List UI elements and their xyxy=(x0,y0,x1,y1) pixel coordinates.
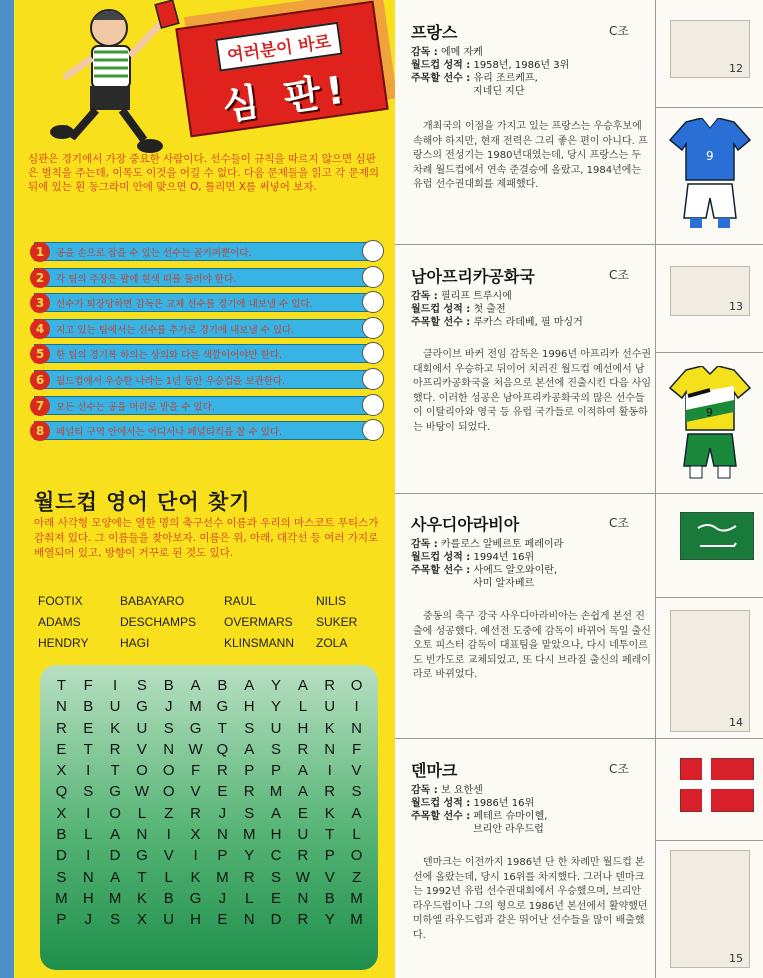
grid-letter[interactable]: J xyxy=(218,804,227,822)
sticker-slot[interactable] xyxy=(670,20,750,78)
grid-letter[interactable]: U xyxy=(324,698,336,716)
banner xyxy=(175,1,388,138)
sticker-column xyxy=(655,0,763,978)
quiz-text: 한 팀의 경기복 하의는 상의와 다른 색깔이어야만 한다. xyxy=(56,350,283,362)
banner-subtitle: 여러분이 바로 xyxy=(215,22,343,72)
quiz-text: 월드컵에서 우승한 나라는 1년 동안 우승컵을 보관한다. xyxy=(56,375,286,387)
grid-letter[interactable]: S xyxy=(83,783,94,801)
wordsearch-intro: 아래 사각형 모양에는 열한 명의 축구선수 이름과 우리의 마스코트 푸티스가 감춰져 있다. 그 이름들을 찾아보자. 이름은 위, 아래, 대각선 등 여러 가지로 배열되어 있고, 방향이 거꾸로 된 것도 있다. xyxy=(34,517,379,559)
grid-letter[interactable]: P xyxy=(324,847,335,865)
country-france xyxy=(395,20,655,245)
answer-circle[interactable] xyxy=(362,368,384,390)
grid-letter[interactable]: B xyxy=(56,826,67,844)
quiz-number: 5 xyxy=(30,344,50,364)
quiz-text: 모든 선수는 공을 머리로 받을 수 있다. xyxy=(56,401,215,413)
answer-circle[interactable] xyxy=(362,419,384,441)
grid-letter[interactable]: T xyxy=(83,740,93,758)
word-item: HENDRY xyxy=(38,636,89,650)
grid-letter[interactable]: L xyxy=(84,826,93,844)
word-item: KLINSMANN xyxy=(224,636,295,650)
grid-letter[interactable]: I xyxy=(166,826,171,844)
grid-letter[interactable]: N xyxy=(163,740,175,758)
grid-letter[interactable]: T xyxy=(137,868,147,886)
grid-letter[interactable]: S xyxy=(110,911,121,929)
grid-letter[interactable]: D xyxy=(109,847,121,865)
word-item: SUKER xyxy=(316,615,358,629)
grid-letter[interactable]: P xyxy=(56,911,67,929)
grid-letter[interactable]: M xyxy=(350,889,363,907)
grid-letter[interactable]: S xyxy=(271,740,282,758)
grid-letter[interactable]: O xyxy=(136,762,148,780)
players-value: 사에드 알오와이란, xyxy=(473,565,558,576)
grid-letter[interactable]: L xyxy=(245,889,254,907)
grid-row xyxy=(48,760,370,781)
grid-letter[interactable]: K xyxy=(324,804,335,822)
quiz-list xyxy=(28,240,386,445)
word-item: DESCHAMPS xyxy=(120,615,197,629)
quiz-item xyxy=(28,394,386,418)
denmark-flag-icon xyxy=(680,758,754,812)
grid-letter[interactable]: A xyxy=(110,826,121,844)
grid-letter[interactable]: U xyxy=(270,719,282,737)
grid-letter[interactable]: E xyxy=(297,804,308,822)
divider xyxy=(656,597,763,598)
svg-text:9: 9 xyxy=(706,406,713,419)
grid-letter[interactable]: A xyxy=(297,783,308,801)
grid-letter[interactable]: S xyxy=(271,868,282,886)
grid-letter[interactable]: X xyxy=(56,804,67,822)
grid-letter[interactable]: L xyxy=(298,698,308,716)
grid-letter[interactable]: U xyxy=(109,698,121,716)
grid-letter[interactable]: H xyxy=(297,719,309,737)
grid-letter[interactable]: W xyxy=(134,783,149,801)
quiz-item xyxy=(28,266,386,290)
coach-label: 감독 : xyxy=(411,47,438,58)
grid-row xyxy=(48,739,370,760)
coach-value: 에메 자케 xyxy=(441,47,483,58)
grid-letter[interactable]: H xyxy=(270,826,282,844)
grid-letter[interactable]: L xyxy=(352,826,361,844)
grid-letter[interactable]: I xyxy=(86,804,91,822)
grid-row xyxy=(48,781,370,802)
grid-letter[interactable]: S xyxy=(56,868,67,886)
grid-row xyxy=(48,888,370,909)
grid-letter[interactable]: N xyxy=(243,911,255,929)
svg-text:9: 9 xyxy=(706,149,714,163)
grid-letter[interactable]: U xyxy=(163,911,175,929)
france-kit-icon xyxy=(668,118,752,230)
grid-row xyxy=(48,824,370,845)
grid-letter[interactable]: A xyxy=(110,868,121,886)
grid-row xyxy=(48,867,370,888)
country-south-africa xyxy=(395,264,655,494)
country-info xyxy=(411,538,651,590)
grid-letter[interactable]: V xyxy=(163,847,174,865)
players-label: 주목할 선수 : xyxy=(411,811,471,822)
wordsearch-board xyxy=(40,665,378,970)
word-item: HAGI xyxy=(120,636,150,650)
quiz-text: 지고 있는 팀에서는 선수를 추가로 경기에 내보낼 수 있다. xyxy=(56,324,295,336)
grid-letter[interactable]: R xyxy=(324,677,336,694)
grid-letter[interactable]: E xyxy=(56,740,67,758)
grid-letter[interactable]: Z xyxy=(164,804,174,822)
sticker-number: 12 xyxy=(729,62,743,75)
divider xyxy=(656,244,763,245)
grid-letter[interactable]: R xyxy=(297,847,309,865)
grid-letter[interactable]: V xyxy=(351,762,362,780)
grid-row xyxy=(48,718,370,739)
grid-letter[interactable]: G xyxy=(216,698,229,716)
grid-letter[interactable]: S xyxy=(136,677,147,694)
divider xyxy=(656,493,763,494)
grid-letter[interactable]: A xyxy=(297,677,308,694)
grid-letter[interactable]: C xyxy=(270,847,282,865)
answer-circle[interactable] xyxy=(362,342,384,364)
players-value: 페테르 슈마이헬, xyxy=(473,811,548,822)
grid-letter[interactable]: M xyxy=(55,889,68,907)
grid-letter[interactable]: Q xyxy=(55,783,68,801)
sticker-number: 15 xyxy=(729,952,743,965)
country-description: 덴마크는 이전까지 1986년 단 한 차례만 월드컵 본선에 올랐는데, 당시 16위를 차지했다. 그러나 덴마크는 1992년 유럽 선수권대회에서 우승했으며, 브리안 라우드럽이나 그의 형으로 1986년 본선에서 활약했던 미하엘 라우드럽과 같은 뛰어난 선수들을 많이 배출했다. xyxy=(413,857,648,941)
country-info xyxy=(411,784,651,836)
record-value: 첫 출전 xyxy=(473,304,506,315)
grid-letter[interactable]: K xyxy=(110,719,121,737)
country-description: 개최국의 이점을 가지고 있는 프랑스는 우승후보에 속해야 하지만, 현재 전력은 그리 좋은 편이 아니다. 프랑스의 전성기는 1980년대였는데, 당시 프랑스는 두 차례 월드컵에서 연속 준결승에 올랐고, 1984년에는 유럽 선수권대회를 제패했다. xyxy=(413,121,648,190)
record-label: 월드컵 성적 : xyxy=(411,60,471,71)
answer-circle[interactable] xyxy=(362,240,384,262)
country-group: C조 xyxy=(609,762,629,776)
grid-letter[interactable]: B xyxy=(163,677,174,694)
grid-row xyxy=(48,845,370,866)
grid-letter[interactable]: I xyxy=(86,762,91,780)
grid-letter[interactable]: I xyxy=(354,698,359,716)
word-item: FOOTIX xyxy=(38,594,83,608)
answer-circle[interactable] xyxy=(362,291,384,313)
coach-label: 감독 : xyxy=(411,785,438,796)
grid-letter[interactable]: B xyxy=(217,677,228,694)
south-africa-kit-icon xyxy=(668,366,752,482)
grid-letter[interactable]: I xyxy=(86,847,91,865)
grid-letter[interactable]: O xyxy=(162,762,175,780)
quiz-number: 2 xyxy=(30,268,50,288)
grid-letter[interactable]: R xyxy=(190,804,201,822)
grid-letter[interactable]: W xyxy=(295,868,310,886)
grid-letter[interactable]: V xyxy=(136,740,147,758)
grid-letter[interactable]: K xyxy=(136,889,147,907)
answer-circle[interactable] xyxy=(362,317,384,339)
sticker-slot[interactable] xyxy=(670,850,750,968)
grid-letter[interactable]: E xyxy=(271,889,282,907)
grid-letter[interactable]: X xyxy=(136,911,147,929)
grid-letter[interactable]: O xyxy=(109,804,121,822)
answer-circle[interactable] xyxy=(362,266,384,288)
grid-letter[interactable]: L xyxy=(164,868,173,886)
grid-letter[interactable]: G xyxy=(136,847,148,865)
word-item: RAUL xyxy=(224,594,257,608)
grid-letter[interactable]: O xyxy=(350,847,363,865)
quiz-text: 각 팀의 주장은 팔에 흰색 띠를 둘러야 한다. xyxy=(56,273,237,285)
grid-letter[interactable]: A xyxy=(244,740,255,758)
grid-letter[interactable]: W xyxy=(188,740,203,758)
grid-letter[interactable]: V xyxy=(324,868,335,886)
word-item: NILIS xyxy=(316,594,347,608)
grid-letter[interactable]: N xyxy=(136,826,148,844)
grid-letter[interactable]: U xyxy=(297,826,309,844)
wordsearch-title: 월드컵 영어 단어 찾기 xyxy=(34,490,251,514)
country-description: 중동의 축구 강국 사우디아라비아는 손쉽게 본선 진출에 성공했다. 예선전 도중에 감독이 바뀌어 독일 출신 오토 피스터 감독이 대표팀을 맡았으나, 다시 네투이르도 빈가도로 교체되었고, 또 다시 브라질 출신의 페레이라로 바뀌었다. xyxy=(413,611,651,680)
grid-letter[interactable]: F xyxy=(351,740,362,758)
grid-letter[interactable]: M xyxy=(350,911,363,929)
grid-letter[interactable]: R xyxy=(297,911,309,929)
grid-letter[interactable]: T xyxy=(110,762,120,780)
divider xyxy=(656,840,763,841)
right-panel xyxy=(395,0,763,978)
grid-letter[interactable]: N xyxy=(82,868,94,886)
grid-letter[interactable]: Z xyxy=(351,868,362,886)
players-label: 주목할 선수 : xyxy=(411,73,471,84)
grid-letter[interactable]: X xyxy=(190,826,201,844)
quiz-intro: 심판은 경기에서 가장 중요한 사람이다. 선수들이 규칙을 따르지 않으면 심판은 벌칙을 주는데, 이목도 이것을 어길 수 없다. 다음 문제들을 읽고 각 문제의 뒤에 있는 흰 동그라미 안에 맞으면 O, 틀리면 X를 써넣어 보자. xyxy=(28,153,380,193)
grid-letter[interactable]: O xyxy=(350,677,363,694)
grid-letter[interactable]: R xyxy=(109,740,121,758)
grid-letter[interactable]: F xyxy=(190,762,201,780)
players-value-2: 브리안 라우드럽 xyxy=(473,824,544,835)
sticker-number: 13 xyxy=(729,300,743,313)
record-label: 월드컵 성적 : xyxy=(411,304,471,315)
quiz-item xyxy=(28,368,386,392)
grid-letter[interactable]: J xyxy=(84,911,92,929)
country-name: 남아프리카공화국 xyxy=(411,267,535,286)
grid-letter[interactable]: N xyxy=(351,719,362,737)
grid-letter[interactable]: N xyxy=(55,698,67,716)
grid-letter[interactable]: F xyxy=(83,677,93,694)
referee-header xyxy=(14,0,395,160)
country-saudi-arabia xyxy=(395,512,655,737)
country-group: C조 xyxy=(609,516,629,530)
grid-letter[interactable]: R xyxy=(55,719,67,737)
divider xyxy=(656,107,763,108)
banner-title: 심 판! xyxy=(219,67,353,129)
grid-letter[interactable]: H xyxy=(82,889,94,907)
country-name: 덴마크 xyxy=(411,761,458,780)
grid-letter[interactable]: V xyxy=(190,783,201,801)
grid-letter[interactable]: N xyxy=(324,740,336,758)
divider xyxy=(395,244,655,245)
grid-letter[interactable]: E xyxy=(83,719,94,737)
country-description: 클라이브 바커 전임 감독은 1996년 아프리카 선수권대회에서 우승하고 뒤이어 치러진 월드컵 예선에서 남아프리카공화국을 처음으로 본선에 진출시킨 다음 사임했다. 이러한 성공은 남아프리카공화국의 많은 선수들이 이탈리아와 영국 등 유럽 국가들로 이적하여 활동하는 바탕이 되었다. xyxy=(413,349,652,433)
grid-letter[interactable]: M xyxy=(216,868,229,886)
grid-letter[interactable]: H xyxy=(243,698,255,716)
players-value: 루카스 라데베, 필 마싱거 xyxy=(473,317,583,328)
grid-letter[interactable]: K xyxy=(324,719,335,737)
grid-letter[interactable]: R xyxy=(243,783,255,801)
grid-letter[interactable]: G xyxy=(189,719,202,737)
grid-letter[interactable]: A xyxy=(244,677,255,694)
grid-letter[interactable]: A xyxy=(297,762,308,780)
word-item: BABAYARO xyxy=(120,594,185,608)
sticker-slot[interactable] xyxy=(670,610,750,732)
grid-row xyxy=(48,675,370,696)
grid-letter[interactable]: G xyxy=(136,698,148,716)
letter-grid xyxy=(48,675,370,931)
answer-circle[interactable] xyxy=(362,394,384,416)
grid-letter[interactable]: H xyxy=(190,911,201,929)
country-name: 사우디아라비아 xyxy=(411,515,520,534)
grid-letter[interactable]: X xyxy=(56,762,67,780)
grid-letter[interactable]: P xyxy=(244,762,255,780)
country-group: C조 xyxy=(609,24,629,38)
grid-letter[interactable]: I xyxy=(327,762,332,780)
divider xyxy=(395,493,655,494)
grid-letter[interactable]: A xyxy=(271,804,282,822)
quiz-number: 4 xyxy=(30,319,50,339)
grid-letter[interactable]: L xyxy=(137,804,147,822)
grid-letter[interactable]: O xyxy=(162,783,175,801)
grid-letter[interactable]: S xyxy=(351,783,362,801)
grid-letter[interactable]: J xyxy=(164,698,173,716)
grid-letter[interactable]: M xyxy=(269,783,283,801)
word-item: OVERMARS xyxy=(224,615,293,629)
quiz-text: 페널티 구역 안에서는 어디서나 페널티킥을 찰 수 있다. xyxy=(56,427,283,439)
grid-letter[interactable]: N xyxy=(297,889,309,907)
grid-letter[interactable]: G xyxy=(109,783,121,801)
grid-letter[interactable]: I xyxy=(112,677,118,694)
grid-letter[interactable]: S xyxy=(163,719,174,737)
grid-letter[interactable]: G xyxy=(189,889,202,907)
grid-letter[interactable]: M xyxy=(242,826,256,844)
players-value-2: 지네딘 지단 xyxy=(473,86,525,97)
grid-letter[interactable]: A xyxy=(190,677,201,694)
country-group: C조 xyxy=(609,268,629,282)
quiz-text: 공을 손으로 잡을 수 있는 선수는 골키퍼뿐이다. xyxy=(56,248,252,259)
sticker-slot[interactable] xyxy=(670,266,750,316)
quiz-number: 7 xyxy=(30,396,50,416)
page-edge xyxy=(0,0,14,978)
coach-label: 감독 : xyxy=(411,291,438,302)
country-name: 프랑스 xyxy=(411,23,458,42)
record-value: 1994년 16위 xyxy=(473,552,535,563)
grid-letter[interactable]: D xyxy=(270,911,282,929)
coach-value: 카를로스 알베르토 페레이라 xyxy=(441,539,564,550)
grid-letter[interactable]: N xyxy=(216,826,228,844)
grid-letter[interactable]: Y xyxy=(271,698,282,716)
country-denmark xyxy=(395,758,655,978)
quiz-number: 8 xyxy=(30,421,50,441)
coach-value: 필리프 트루시에 xyxy=(441,291,512,302)
grid-letter[interactable]: B xyxy=(83,698,94,716)
quiz-number: 1 xyxy=(30,242,50,262)
grid-letter[interactable]: K xyxy=(190,868,201,886)
quiz-item xyxy=(28,291,386,315)
grid-row xyxy=(48,803,370,824)
players-label: 주목할 선수 : xyxy=(411,317,471,328)
quiz-item xyxy=(28,342,386,366)
players-label: 주목할 선수 : xyxy=(411,565,471,576)
country-info xyxy=(411,46,651,98)
grid-letter[interactable]: T xyxy=(217,719,227,737)
quiz-item xyxy=(28,317,386,341)
divider xyxy=(656,352,763,353)
grid-letter[interactable]: T xyxy=(56,677,66,694)
grid-letter[interactable]: B xyxy=(324,889,335,907)
divider xyxy=(656,738,763,739)
saudi-flag-icon xyxy=(680,512,754,560)
divider xyxy=(395,738,655,739)
grid-letter[interactable]: D xyxy=(55,847,67,865)
grid-row xyxy=(48,909,370,930)
grid-letter[interactable]: P xyxy=(217,847,228,865)
sticker-number: 14 xyxy=(729,716,743,729)
grid-letter[interactable]: I xyxy=(193,847,198,865)
grid-letter[interactable]: Q xyxy=(216,740,229,758)
grid-letter[interactable]: A xyxy=(351,804,362,822)
country-info xyxy=(411,290,651,329)
grid-letter[interactable]: M xyxy=(189,698,202,716)
grid-letter[interactable]: M xyxy=(108,889,122,907)
grid-letter[interactable]: T xyxy=(325,826,335,844)
grid-letter[interactable]: S xyxy=(244,719,255,737)
grid-letter[interactable]: J xyxy=(218,889,227,907)
quiz-item xyxy=(28,419,386,443)
record-label: 월드컵 성적 : xyxy=(411,798,471,809)
record-value: 1958년, 1986년 3위 xyxy=(473,60,570,71)
players-value-2: 사미 알자베르 xyxy=(473,578,535,589)
quiz-text: 선수가 퇴장당하면 감독은 교체 선수를 경기에 내보낼 수 있다. xyxy=(56,299,313,311)
grid-letter[interactable]: S xyxy=(244,804,255,822)
grid-letter[interactable]: P xyxy=(271,762,282,780)
quiz-number: 3 xyxy=(30,293,50,313)
coach-label: 감독 : xyxy=(411,539,438,550)
record-value: 1986년 16위 xyxy=(473,798,535,809)
grid-letter[interactable]: R xyxy=(216,762,228,780)
referee-illustration xyxy=(34,0,184,160)
quiz-item xyxy=(28,240,386,264)
record-label: 월드컵 성적 : xyxy=(411,552,471,563)
grid-row xyxy=(48,696,370,717)
grid-letter[interactable]: R xyxy=(297,740,309,758)
grid-letter[interactable]: E xyxy=(217,911,228,929)
grid-letter[interactable]: E xyxy=(217,783,228,801)
quiz-number: 6 xyxy=(30,370,50,390)
grid-letter[interactable]: R xyxy=(324,783,336,801)
grid-letter[interactable]: U xyxy=(136,719,148,737)
grid-letter[interactable]: B xyxy=(163,889,174,907)
grid-letter[interactable]: Y xyxy=(271,677,282,694)
players-value: 유리 조르케프, xyxy=(473,73,538,84)
grid-letter[interactable]: Y xyxy=(244,847,255,865)
word-item: ZOLA xyxy=(316,636,348,650)
word-item: ADAMS xyxy=(38,615,81,629)
grid-letter[interactable]: Y xyxy=(324,911,335,929)
grid-letter[interactable]: R xyxy=(243,868,255,886)
coach-value: 보 요한센 xyxy=(441,785,483,796)
